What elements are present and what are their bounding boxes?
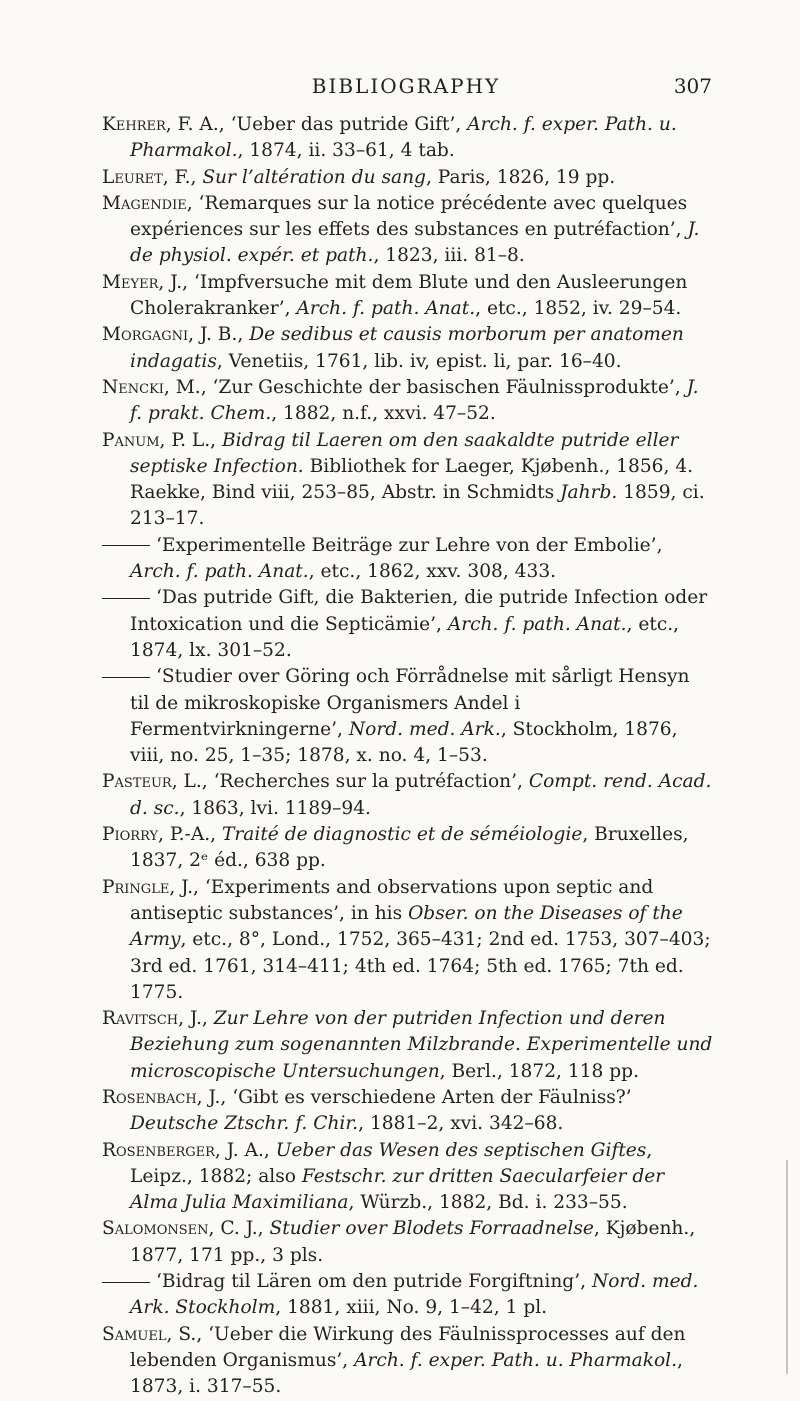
entry-title-italic: Festschr. zur dritten Saecularfeier der Alma Julia Maximiliana [130,1165,665,1214]
entry-author: Meyer, J., [102,271,189,293]
entry-text: ‘Gibt es verschiedene Arten der Fäulniss?’ [226,1086,632,1108]
entry-title-italic: Zur Lehre von der putriden Infection und deren Beziehung zum sogenannten Milzbrande. Experimentelle und microscopische Untersuchungen [130,1008,713,1082]
entry-text: ‘Impfversuche mit dem Blute und den Ausleerungen Cholerakranker’, [130,271,688,320]
entry-author: Rosenbach, J., [102,1086,227,1108]
entry-text: ‘Experimentelle Beiträge zur Lehre von der Embolie’, [156,534,663,556]
entry-text: , 1881–2, xvi. 342–68. [358,1113,564,1135]
entry-title-italic: Arch. f. exper. Path. u. Pharmakol. [130,114,677,162]
bibliography-list [102,112,714,1401]
entry-text: , etc., 1852, iv. 29–54. [475,298,682,320]
entry-author: Piorry, P.-A., [102,824,217,846]
entry-title-italic: Arch. f. path. Anat. [447,613,627,635]
bibliography-entry [102,769,714,822]
entry-author: Ravitsch, J., [102,1008,208,1030]
page-edge-line [786,1160,788,1374]
entry-text: 1859, ci. 213–17. [130,482,705,530]
entry-text: , 1823, iii. 81–8. [373,245,525,267]
entry-text: ‘Bidrag til Lären om den putride Forgiftning’, [156,1271,592,1293]
entry-title-italic: Obser. on the Diseases of the Army [130,902,683,951]
entry-title-italic: Arch. f. path. Anat. [130,561,309,583]
entry-title-italic: Deutsche Ztschr. f. Chir. [130,1113,359,1135]
bibliography-entry [102,585,714,664]
page-number: 307 [673,74,712,98]
entry-text: , Würzb., 1882, Bd. i. 233–55. [348,1192,628,1214]
ditto-dash [102,598,150,599]
entry-author: Panum, P. L., [102,429,217,451]
running-title: BIBLIOGRAPHY [311,74,501,98]
running-head [100,74,712,104]
entry-text: ‘Das putride Gift, die Bakterien, die putride Infection oder Intoxication und die Septicämie’, [130,587,708,635]
entry-text: , Leipz., 1882; also [130,1139,653,1187]
entry-title-italic: J. de physiol. expér. et path. [130,219,700,267]
bibliography-entry [102,322,714,375]
entry-text: ‘Remarques sur la notice précédente avec quelques expériences sur les effets des substances en putréfaction’, [130,192,688,241]
entry-author: Rosenberger, J. A., [102,1139,270,1161]
entry-title-italic: J. f. prakt. Chem. [130,376,699,425]
ditto-dash [102,677,150,678]
entry-author: Samuel, S., [102,1323,203,1345]
bibliography-entry [102,112,714,165]
entry-author: Pringle, J., [102,876,199,898]
bibliography-entry [102,428,714,533]
entry-text: ‘Zur Geschichte der basischen Fäulnissprodukte’, [206,376,687,398]
entry-title-italic: Ueber das Wesen des septischen Giftes [275,1139,647,1161]
entry-title-italic: Nord. med. Ark. Stockholm [130,1271,699,1319]
bibliography-entry [102,191,714,270]
entry-text: , Berl., 1872, 118 pp. [439,1060,639,1082]
bibliography-entry [102,1138,714,1217]
entry-text: , Paris, 1826, 19 pp. [425,166,616,188]
entry-title-italic: Traité de diagnostic et de séméiologie [222,824,583,846]
entry-author: Morgagni, J. B., [102,324,244,346]
entry-title-italic: Compt. rend. Acad. d. sc. [130,771,712,819]
entry-title-italic: Nord. med. Ark. [348,718,501,740]
bibliography-entry [102,375,714,428]
ditto-dash [102,1282,150,1283]
bibliography-entry [102,1085,714,1138]
entry-text: , 1874, ii. 33–61, 4 tab. [237,140,455,162]
entry-text: , Bruxelles, 1837, 2ᵉ éd., 638 pp. [130,824,689,872]
entry-text: Bibliothek for Laeger, Kjøbenh., 1856, 4. Raekke, Bind viii, 253–85, Abstr. in Schmidts [130,455,694,504]
entry-title-italic: Sur l’altération du sang [202,166,426,188]
entry-text: ‘Ueber das putride Gift’, [224,114,468,135]
entry-author: Pasteur, L., [102,771,208,793]
bibliography-entry [102,1322,714,1401]
entry-author: Nencki, M., [102,376,207,398]
entry-title-italic: Jahrb. [560,482,618,504]
entry-text: , Stockholm, 1876, viii, no. 25, 1–35; 1878, x. no. 4, 1–53. [130,718,678,767]
entry-author: Kehrer, F. A., [102,114,225,135]
entry-text: ‘Experiments and observations upon septic and antiseptic substances’, in his [130,876,654,924]
bibliography-entry [102,664,714,769]
entry-text: , 1863, lvi. 1189–94. [179,797,371,819]
entry-text: ‘Studier over Göring och Förrådnelse mit sårligt Hensyn til de mikroskopiske Organismers Andel i Fermentvirkningerne’, [130,666,690,740]
entry-text: , etc., 8°, Lond., 1752, 365–431; 2nd ed. 1753, 307–403; 3rd ed. 1761, 314–411; 4th ed. 1764; 5th ed. 1765; 7th ed. 1775. [130,929,711,1003]
entry-title-italic: De sedibus et causis morborum per anatomen indagatis [130,324,684,372]
bibliography-entry [102,1006,714,1085]
entry-title-italic: Arch. f. path. Anat. [296,298,476,320]
entry-text: ‘Ueber die Wirkung des Fäulnissprocesses auf den lebenden Organismus’, [130,1323,686,1371]
entry-title-italic: Arch. f. exper. Path. u. Pharmakol. [354,1349,678,1371]
entry-text: , etc., 1874, lx. 301–52. [130,613,680,661]
bibliography-entry [102,533,714,586]
entry-text: ‘Recherches sur la putréfaction’, [207,771,529,793]
bibliography-entry [102,1269,714,1322]
entry-title-italic: Studier over Blodets Forraadnelse [269,1218,594,1240]
bibliography-entry [102,165,714,191]
bibliography-entry [102,875,714,1006]
entry-author: Salomonsen, C. J., [102,1218,264,1240]
entry-text: , 1873, i. 317–55. [130,1349,683,1398]
entry-author: Magendie, [102,192,193,214]
entry-title-italic: Bidrag til Laeren om den saakaldte putride eller septiske Infection. [130,429,679,477]
entry-text: , 1881, xiii, No. 9, 1–42, 1 pl. [275,1297,548,1319]
entry-text: , 1882, n.f., xxvi. 47–52. [271,403,496,425]
bibliography-entry [102,1216,714,1269]
entry-text: , Kjøbenh., 1877, 171 pp., 3 pls. [130,1218,696,1266]
entry-author: Leuret, F., [102,166,197,188]
bibliography-entry [102,270,714,323]
ditto-dash [102,545,150,546]
entry-text: , Venetiis, 1761, lib. iv, epist. li, par. 16–40. [216,350,622,372]
bibliography-entry [102,822,714,875]
entry-text: , etc., 1862, xxv. 308, 433. [308,561,557,583]
